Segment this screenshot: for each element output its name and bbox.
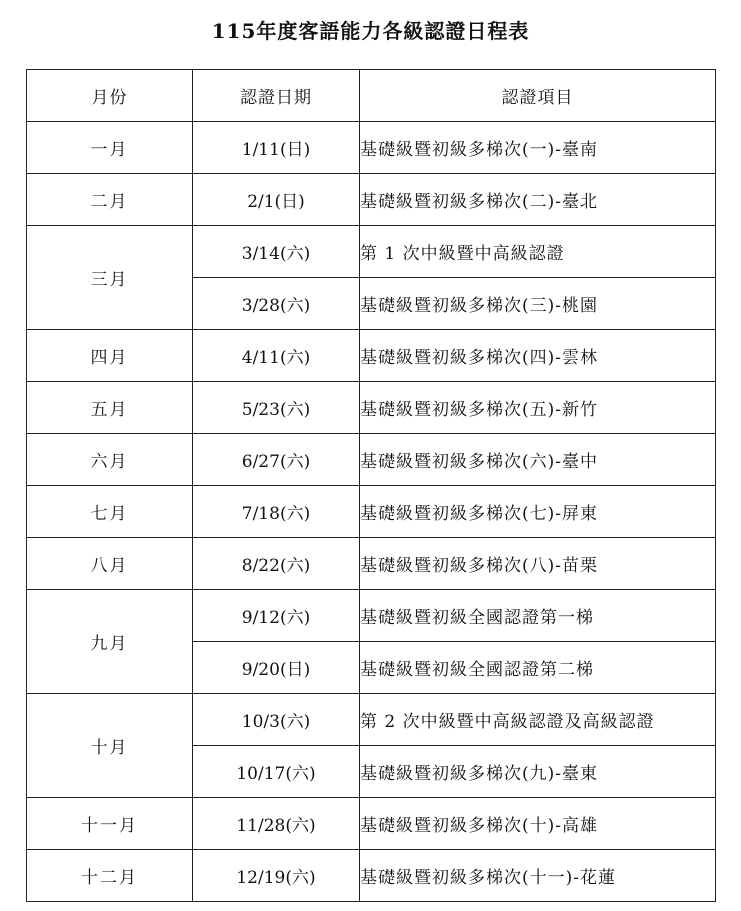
date-cell: 9/20(日) [193,642,360,694]
table-row [27,174,716,226]
table-row [27,486,716,538]
date-cell: 10/3(六) [193,694,360,746]
date-cell: 7/18(六) [193,486,360,538]
column-header-month: 月份 [27,70,193,122]
item-cell: 基礎級暨初級多梯次(五)-新竹 [360,382,716,434]
table-row [27,694,716,746]
item-cell: 基礎級暨初級多梯次(六)-臺中 [360,434,716,486]
month-cell: 九月 [27,590,193,694]
date-cell: 3/14(六) [193,226,360,278]
item-cell: 基礎級暨初級全國認證第一梯 [360,590,716,642]
item-cell: 基礎級暨初級多梯次(一)-臺南 [360,122,716,174]
month-cell: 十月 [27,694,193,798]
header-row [27,70,716,122]
table-row [27,330,716,382]
date-cell: 5/23(六) [193,382,360,434]
date-cell: 12/19(六) [193,850,360,902]
month-cell: 二月 [27,174,193,226]
date-cell: 11/28(六) [193,798,360,850]
date-cell: 3/28(六) [193,278,360,330]
schedule-body [27,122,716,902]
item-cell: 第 2 次中級暨中高級認證及高級認證 [360,694,716,746]
item-cell: 基礎級暨初級全國認證第二梯 [360,642,716,694]
date-cell: 4/11(六) [193,330,360,382]
item-cell: 基礎級暨初級多梯次(十一)-花蓮 [360,850,716,902]
table-row [27,798,716,850]
page-title: 115年度客語能力各級認證日程表 [211,19,530,43]
month-cell: 五月 [27,382,193,434]
table-row [27,226,716,278]
item-cell: 基礎級暨初級多梯次(十)-高雄 [360,798,716,850]
date-cell: 6/27(六) [193,434,360,486]
date-cell: 1/11(日) [193,122,360,174]
item-cell: 基礎級暨初級多梯次(四)-雲林 [360,330,716,382]
table-row [27,122,716,174]
column-header-date: 認證日期 [193,70,360,122]
table-row [27,382,716,434]
item-cell: 基礎級暨初級多梯次(九)-臺東 [360,746,716,798]
schedule-table [26,69,716,902]
month-cell: 三月 [27,226,193,330]
column-header-item: 認證項目 [360,70,716,122]
table-row [27,850,716,902]
date-cell: 9/12(六) [193,590,360,642]
item-cell: 基礎級暨初級多梯次(八)-苗栗 [360,538,716,590]
month-cell: 十一月 [27,798,193,850]
item-cell: 基礎級暨初級多梯次(二)-臺北 [360,174,716,226]
date-cell: 8/22(六) [193,538,360,590]
month-cell: 四月 [27,330,193,382]
month-cell: 七月 [27,486,193,538]
table-row [27,434,716,486]
item-cell: 基礎級暨初級多梯次(三)-桃園 [360,278,716,330]
item-cell: 基礎級暨初級多梯次(七)-屏東 [360,486,716,538]
month-cell: 六月 [27,434,193,486]
table-row [27,590,716,642]
month-cell: 一月 [27,122,193,174]
month-cell: 十二月 [27,850,193,902]
month-cell: 八月 [27,538,193,590]
item-cell: 第 1 次中級暨中高級認證 [360,226,716,278]
table-row [27,538,716,590]
date-cell: 10/17(六) [193,746,360,798]
date-cell: 2/1(日) [193,174,360,226]
